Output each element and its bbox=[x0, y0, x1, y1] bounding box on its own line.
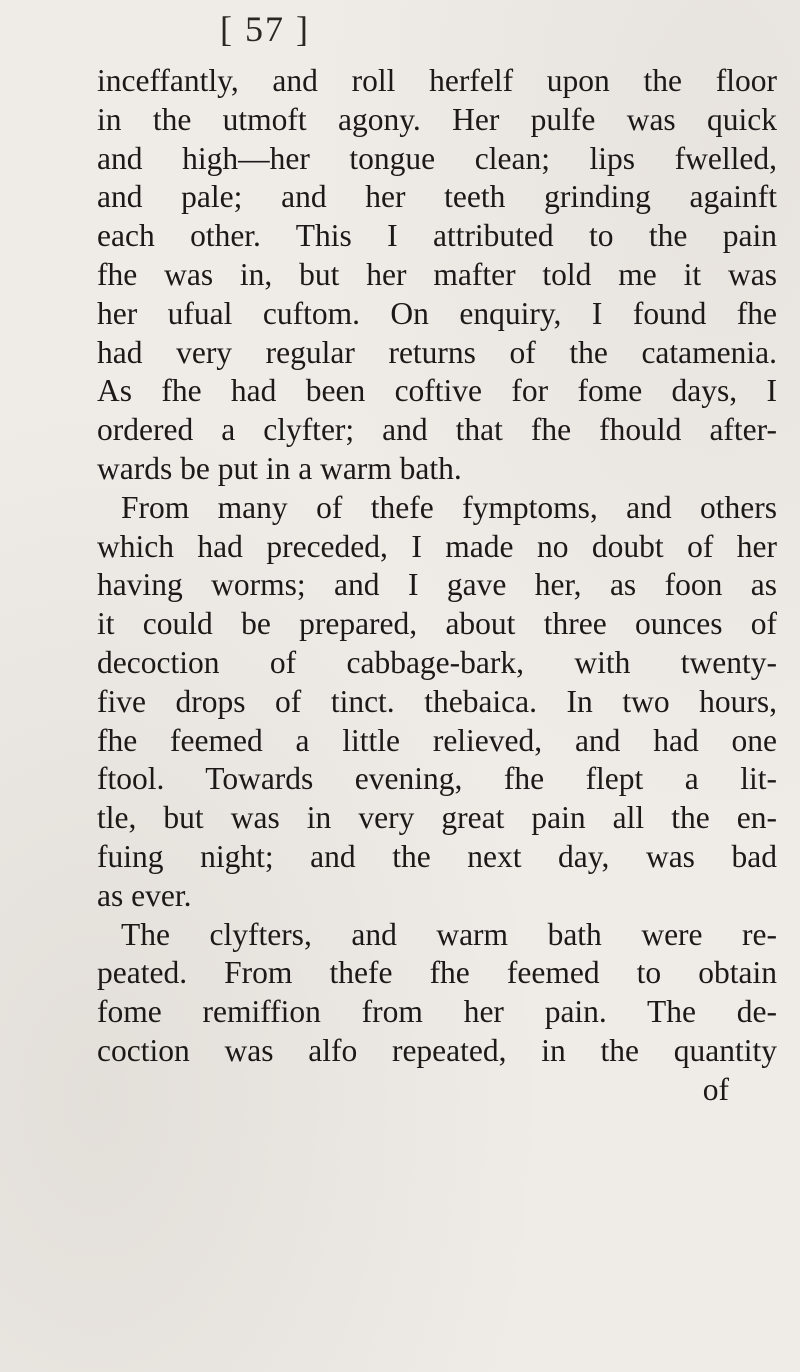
text-line: wards be put in a warm bath. bbox=[97, 450, 462, 486]
text-line: The clyfters, and warm bath were re- bbox=[121, 916, 777, 952]
text-line: fome remiffion from her pain. The de- bbox=[97, 994, 777, 1030]
text-line: it could be prepared, about three ounces of bbox=[97, 606, 777, 642]
body-text bbox=[97, 62, 777, 1110]
text-line: ftool. Towards evening, fhe flept a lit- bbox=[97, 761, 777, 797]
text-line: five drops of tinct. thebaica. In two hours, bbox=[97, 683, 777, 719]
text-line: tle, but was in very great pain all the en- bbox=[97, 800, 777, 836]
text-line: fhe was in, but her mafter told me it was bbox=[97, 256, 777, 292]
text-line: in the utmoft agony. Her pulfe was quick bbox=[97, 101, 777, 137]
text-line: inceffantly, and roll herfelf upon the floor bbox=[97, 63, 777, 98]
text-line: From many of thefe fymptoms, and others bbox=[121, 489, 777, 525]
text-line: coction was alfo repeated, in the quantity bbox=[97, 1032, 777, 1068]
text-line: ordered a clyfter; and that fhe fhould after- bbox=[97, 412, 777, 448]
text-line: which had preceded, I made no doubt of her bbox=[97, 528, 777, 564]
text-line: decoction of cabbage-bark, with twenty- bbox=[97, 644, 777, 680]
page-number-header: [ 57 ] bbox=[220, 9, 310, 49]
text-line: fhe feemed a little relieved, and had one bbox=[97, 722, 777, 758]
text-line: having worms; and I gave her, as foon as bbox=[97, 567, 777, 603]
text-line: as ever. bbox=[97, 877, 192, 913]
catchword: of bbox=[702, 1071, 729, 1107]
text-line: peated. From thefe fhe feemed to obtain bbox=[97, 955, 777, 991]
text-line: As fhe had been coftive for fome days, I bbox=[97, 373, 777, 409]
text-line: each other. This I attributed to the pain bbox=[97, 218, 777, 254]
text-line: fuing night; and the next day, was bad bbox=[97, 838, 777, 874]
text-line: and pale; and her teeth grinding againft bbox=[97, 179, 777, 215]
text-line: and high—her tongue clean; lips fwelled, bbox=[97, 140, 777, 176]
text-line: her ufual cuftom. On enquiry, I found fhe bbox=[97, 295, 777, 331]
text-line: had very regular returns of the catamenia. bbox=[97, 334, 777, 370]
